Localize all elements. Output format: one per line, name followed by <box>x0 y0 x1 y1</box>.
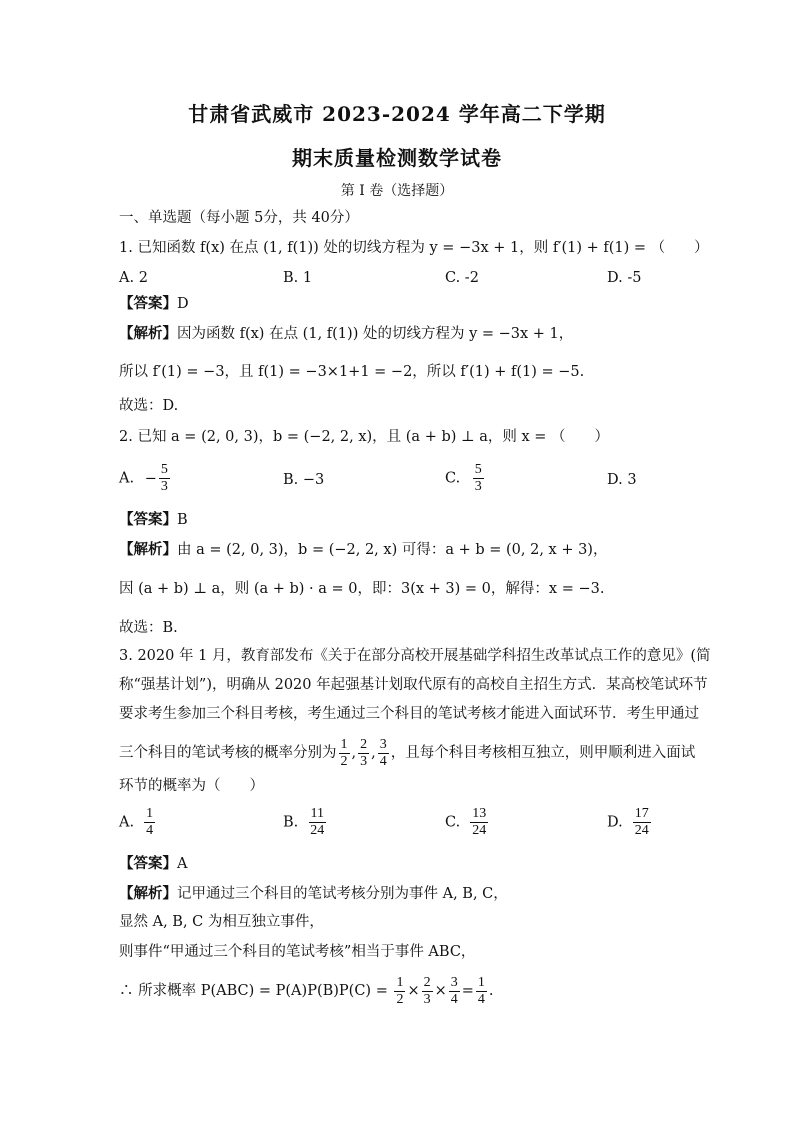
fraction-denominator: 4 <box>146 823 154 838</box>
fraction-denominator: 2 <box>396 991 404 1007</box>
fraction-denominator: 24 <box>472 823 487 838</box>
fraction-numerator: 13 <box>472 806 487 821</box>
q3-stem-line3: 要求考生参加三个科目考核，考生通过三个科目的笔试考核才能进入面试环节．考生甲通过 <box>119 706 699 722</box>
prob-fraction-1 <box>339 737 350 770</box>
prob-fraction-2 <box>358 737 369 770</box>
option-prefix: A. <box>119 470 135 487</box>
q2-option-a <box>119 462 172 495</box>
prob-fraction-1 <box>394 975 405 1008</box>
q3-option-b <box>283 806 328 839</box>
q2-option-b: B. −3 <box>283 472 325 488</box>
answer-label: 【答案】 <box>119 295 177 312</box>
q2-option-d: D. 3 <box>607 472 637 488</box>
q2-conclusion: 故选：B. <box>119 620 178 636</box>
prob-fraction-3 <box>378 737 389 770</box>
q3-stem-line2: 称“强基计划”)，明确从 2020 年起强基计划取代原有的高校自主招生方式．某高校笔试环节 <box>119 677 708 693</box>
q2-stem: 2. 已知 a = (2, 0, 3)，b = (−2, 2, x)，且 (a + b) ⊥ a，则 x = （ ） <box>119 429 610 445</box>
period: . <box>488 983 494 999</box>
equals-sign: = <box>461 983 474 999</box>
fraction-numerator: 2 <box>360 736 368 752</box>
q3-option-d <box>607 806 653 839</box>
q3-answer <box>119 854 187 874</box>
q3-option-a <box>119 806 157 839</box>
option-prefix: D. <box>607 814 623 831</box>
fraction-denominator: 4 <box>379 753 387 769</box>
q1-conclusion: 故选：D. <box>119 398 179 414</box>
prob-fraction-2 <box>422 975 433 1008</box>
fraction-numerator: 1 <box>146 806 154 821</box>
q1-answer <box>119 294 189 314</box>
option-prefix: C. <box>445 470 461 487</box>
analysis-label: 【解析】 <box>119 325 177 342</box>
times-sign: × <box>434 983 447 999</box>
fraction-denominator: 24 <box>634 823 649 838</box>
q1-analysis-line1 <box>119 324 573 344</box>
fraction-numerator: 11 <box>310 806 324 821</box>
fraction-numerator: 17 <box>634 806 649 821</box>
option-fraction <box>144 806 155 839</box>
answer-value: A <box>177 856 188 872</box>
q3-option-c <box>445 806 490 839</box>
fraction-numerator: 1 <box>396 974 404 990</box>
fraction-denominator: 3 <box>423 991 431 1007</box>
q1-option-b: B. 1 <box>283 270 313 286</box>
fraction-numerator: 5 <box>474 462 482 477</box>
prob-fraction-3 <box>449 975 460 1008</box>
q2-analysis-line2: 因 (a + b) ⊥ a，则 (a + b) · a = 0，即：3(x + 3) = 0，解得：x = −3. <box>119 581 605 597</box>
q3-analysis-line4 <box>119 972 494 1010</box>
q1-option-a: A. 2 <box>119 270 148 286</box>
fraction-denominator: 24 <box>310 823 325 838</box>
q3-analysis-line2: 显然 A, B, C 为相互独立事件， <box>119 914 324 930</box>
q1-stem: 1. 已知函数 f(x) 在点 (1, f(1)) 处的切线方程为 y = −3x + 1，则 f′(1) + f(1) = （ ） <box>119 240 709 256</box>
fraction-denominator: 2 <box>340 753 348 769</box>
exam-title-line1: 甘肃省武威市 2023-2024 学年高二下学期 <box>188 102 606 126</box>
exam-title-line2: 期末质量检测数学试卷 <box>292 146 502 170</box>
option-sign: − <box>144 470 157 487</box>
q3-stem-line1: 3. 2020 年 1 月，教育部发布《关于在部分高校开展基础学科招生改革试点工作的意见》(简 <box>119 648 711 664</box>
fraction-numerator: 3 <box>379 736 387 752</box>
stem-text: ，且每个科目考核相互独立，则甲顺利进入面试 <box>390 745 696 761</box>
option-prefix: C. <box>445 814 461 831</box>
fraction-numerator: 2 <box>423 974 431 990</box>
analysis-text: 记甲通过三个科目的笔试考核分别为事件 A, B, C， <box>177 886 508 902</box>
fraction-numerator: 5 <box>160 462 168 477</box>
analysis-text: 因为函数 f(x) 在点 (1, f(1)) 处的切线方程为 y = −3x + 1， <box>177 326 574 342</box>
answer-value: B <box>177 512 188 528</box>
fraction-numerator: 3 <box>450 974 458 990</box>
answer-value: D <box>177 296 189 312</box>
option-fraction <box>473 462 484 495</box>
fraction-denominator: 3 <box>160 479 168 494</box>
q2-answer <box>119 510 188 530</box>
answer-label: 【答案】 <box>119 855 177 872</box>
option-fraction <box>308 806 326 839</box>
q2-analysis-line1 <box>119 540 607 560</box>
fraction-denominator: 4 <box>477 991 485 1007</box>
fraction-numerator: 1 <box>477 974 485 990</box>
option-fraction <box>159 462 170 495</box>
fraction-numerator: 1 <box>340 736 348 752</box>
fraction-denominator: 3 <box>360 753 368 769</box>
q3-analysis-line3: 则事件“甲通过三个科目的笔试考核”相当于事件 ABC， <box>119 944 476 960</box>
analysis-text: ∴ 所求概率 P(ABC) = P(A)P(B)P(C) = <box>119 983 388 999</box>
q3-stem-line4: 三个科目的笔试考核的概率分别为 $\frac{1}{2}$ , $\frac{2}{3}$ , $\frac{3}{4}$ ，且每个科目考核相互独立，则甲顺利进入面试 <box>119 736 696 769</box>
times-sign: × <box>407 983 420 999</box>
analysis-label: 【解析】 <box>119 541 177 558</box>
option-fraction <box>633 806 651 839</box>
q3-stem-line5: 环节的概率为（ ） <box>119 778 264 794</box>
q1-option-d: D. -5 <box>607 270 642 286</box>
result-fraction <box>476 975 487 1008</box>
analysis-label: 【解析】 <box>119 885 177 902</box>
fraction-denominator: 3 <box>474 479 482 494</box>
fraction-denominator: 4 <box>450 991 458 1007</box>
q3-analysis-line1 <box>119 884 508 904</box>
answer-label: 【答案】 <box>119 511 177 528</box>
q1-analysis-line2: 所以 f′(1) = −3，且 f(1) = −3×1+1 = −2，所以 f′(1) + f(1) = −5. <box>119 364 585 380</box>
q2-option-c <box>445 462 486 495</box>
option-fraction <box>470 806 488 839</box>
part-heading: 一、单选题（每小题 5分，共 40分） <box>119 210 359 226</box>
stem-text: 三个科目的笔试考核的概率分别为 <box>119 745 337 761</box>
analysis-text: 由 a = (2, 0, 3)，b = (−2, 2, x) 可得：a + b = (0, 2, x + 3)， <box>177 542 608 558</box>
option-prefix: A. <box>119 814 135 831</box>
q1-option-c: C. -2 <box>445 270 479 286</box>
section-heading: 第 I 卷（选择题） <box>340 183 454 199</box>
option-prefix: B. <box>283 814 299 831</box>
